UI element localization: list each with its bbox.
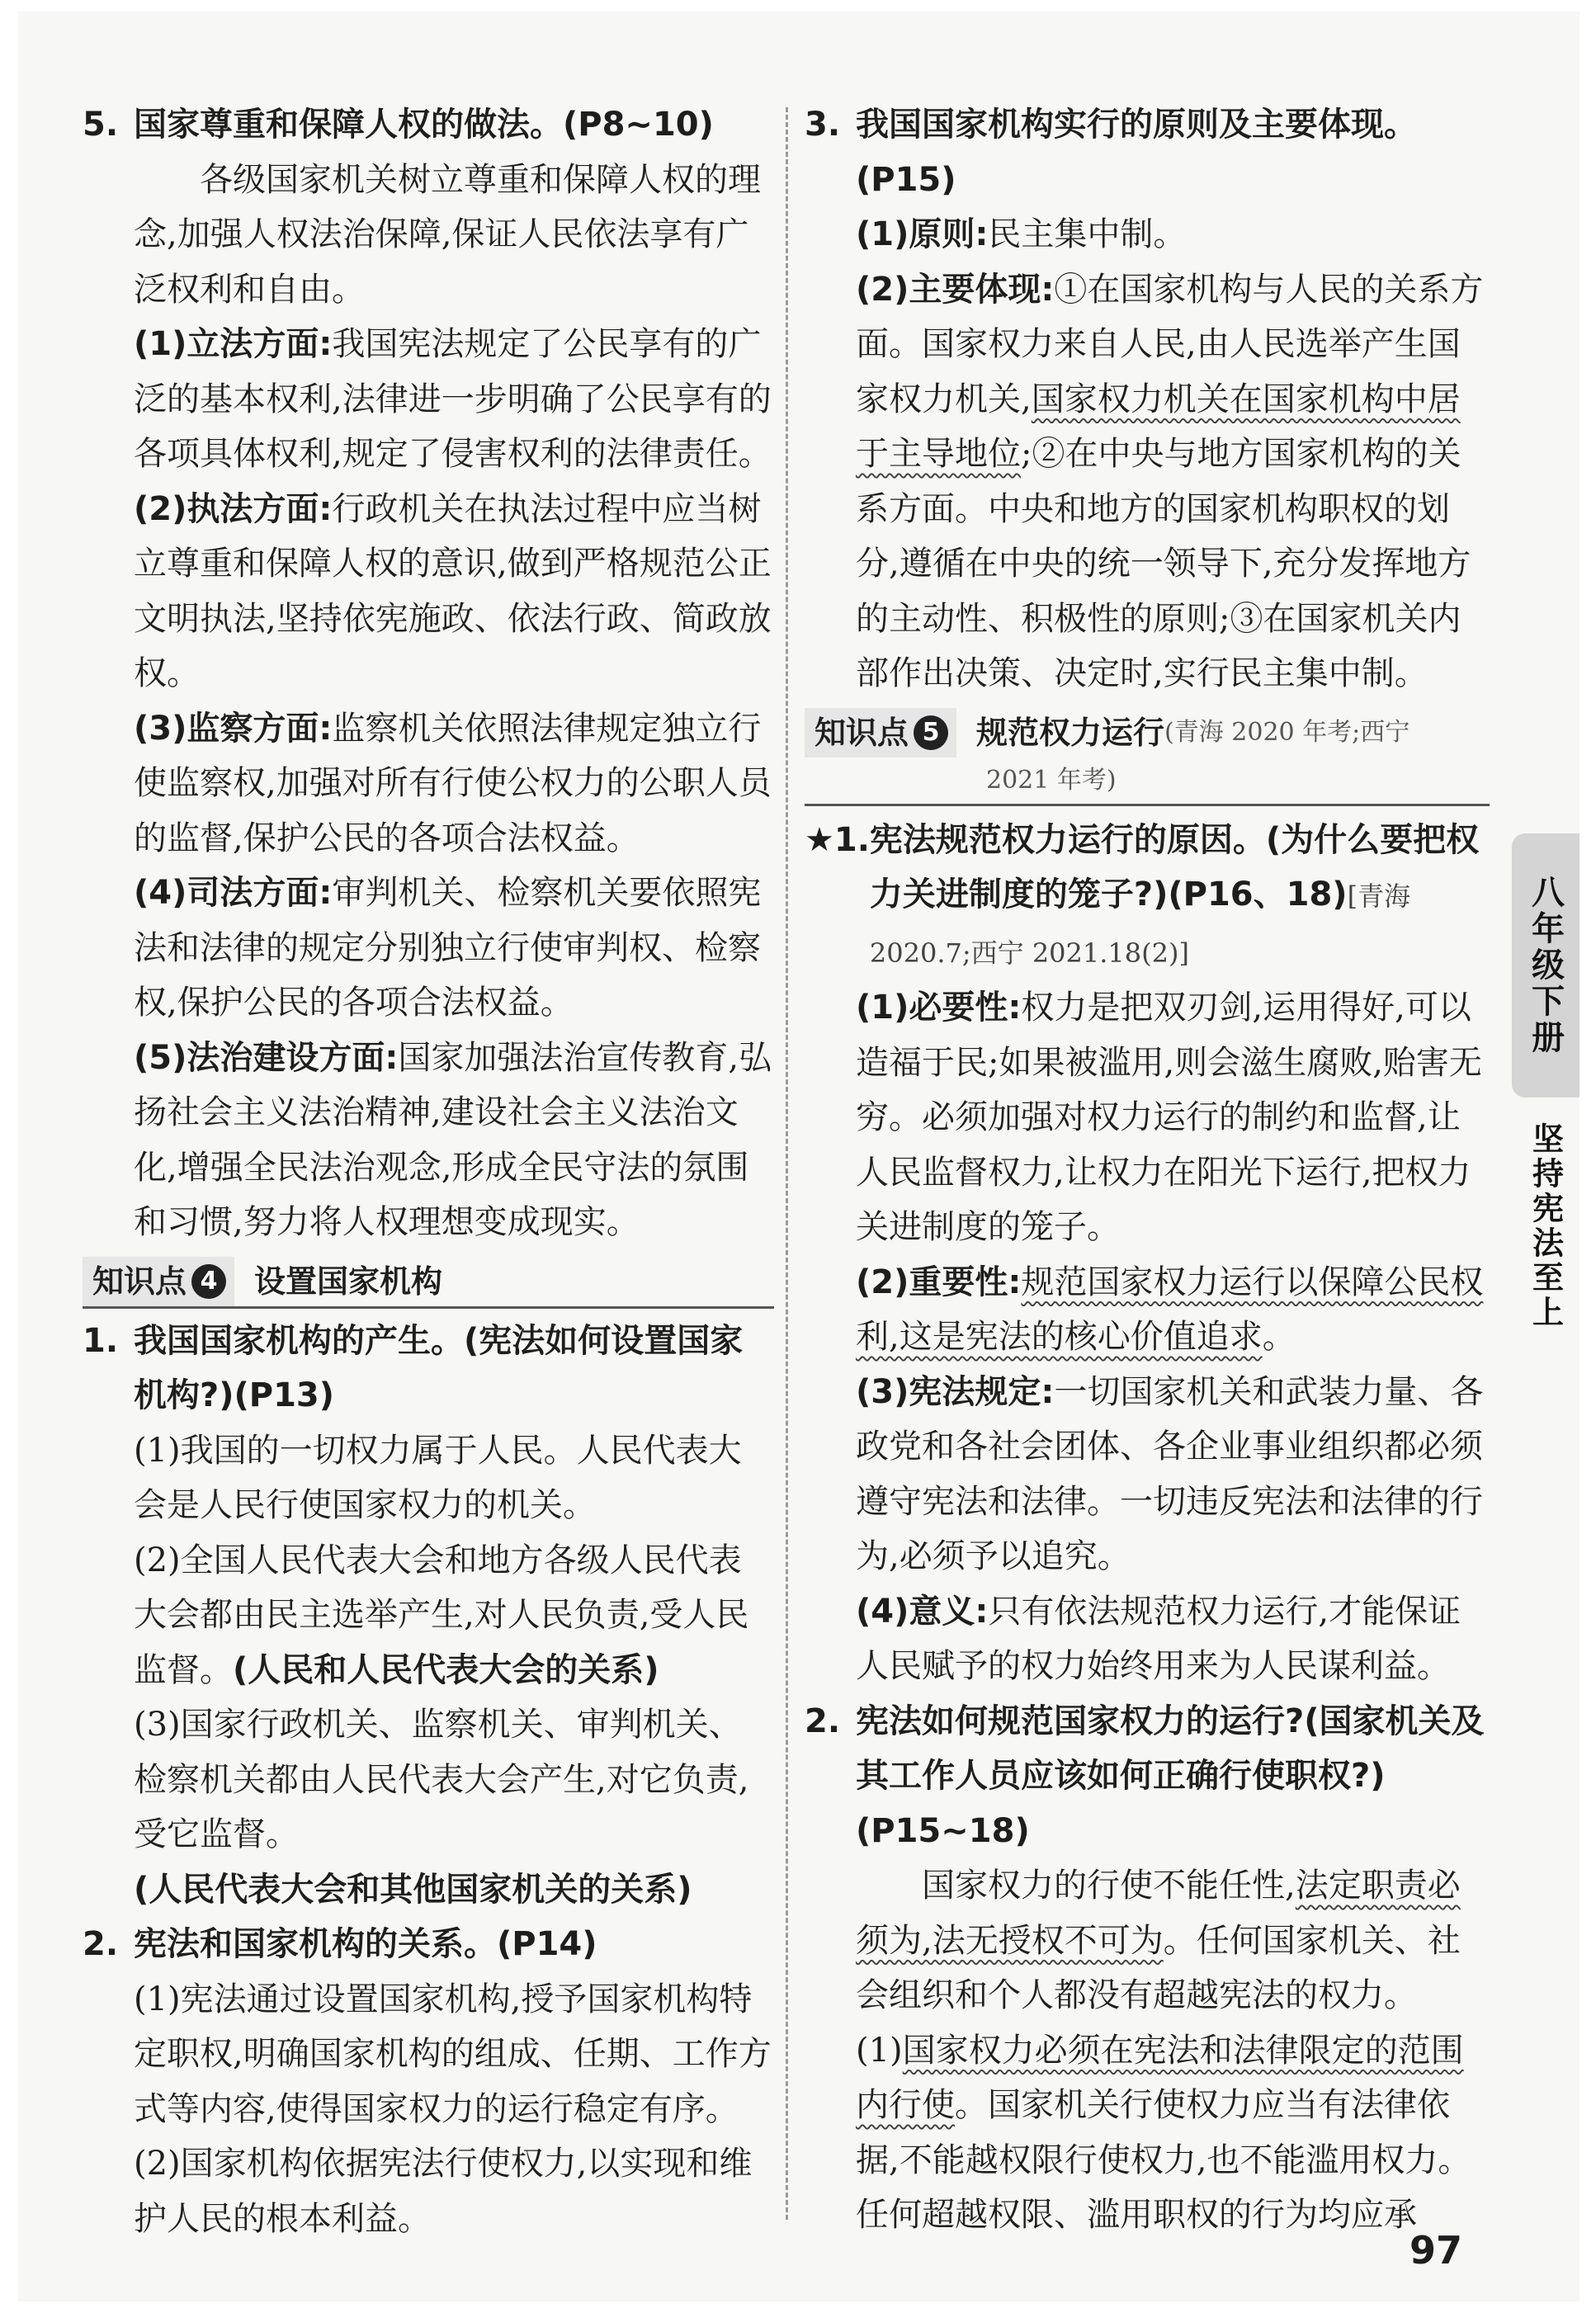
paragraph	[805, 1584, 1490, 1694]
question-2-left	[83, 1917, 774, 1972]
paragraph	[805, 980, 1490, 1255]
paragraph: 各级国家机关树立尊重和保障人权的理念,加强人权法治保障,保证人民依法享有广泛权利和自由。	[134, 160, 761, 309]
column-divider	[786, 107, 788, 2220]
underlined-text: 法定职责必须为,法无授权不可为	[856, 1867, 1461, 1960]
item-text: 一切国家机关和武装力量、各政党和各社会团体、各企业事业组织都必须遵守宪法和法律。一切违反宪法和法律的行为,必须予以追究。	[856, 1372, 1484, 1575]
paragraph	[805, 1255, 1490, 1365]
paragraph	[83, 1533, 774, 1698]
list-item	[83, 482, 774, 701]
item-head: (2)重要性:	[856, 1263, 1022, 1301]
item-head: (1)立法方面:	[134, 325, 333, 363]
list-item	[83, 317, 774, 482]
paragraph-text: (2)全国人民代表大会和地方各级人民代表大会都由民主选举产生,对人民负责,受人民监督。	[134, 1541, 749, 1689]
paragraph	[805, 207, 1490, 262]
question-number: 5.	[83, 106, 119, 144]
paragraph	[805, 2023, 1490, 2243]
question-1-right	[805, 813, 1490, 981]
knowledge-point-label	[805, 708, 956, 758]
item-head: (3)监察方面:	[134, 709, 333, 748]
question-title: 我国国家机构的产生。(宪法如何设置国家机构?)(P13)	[134, 1321, 744, 1414]
item-head: (2)主要体现:	[856, 270, 1055, 309]
item-text: 。	[1262, 1318, 1296, 1356]
chapter-label-text: 坚持宪法至上	[1527, 1122, 1564, 1330]
question-number: 1.	[83, 1321, 119, 1360]
exam-source-continued: 2021 年考)	[805, 758, 1490, 806]
item-text: 国家加强法治宣传教育,弘扬社会主义法治精神,建设社会主义法治文化,增强全民法治观念,形成全民守法的氛围和习惯,努力将人权理想变成现实。	[134, 1038, 772, 1241]
paragraph	[805, 1365, 1490, 1584]
item-text: 民主集中制。	[988, 215, 1187, 253]
question-number: 3.	[805, 106, 841, 144]
question-title	[870, 813, 1490, 981]
relation-note: (人民代表大会和其他国家机关的关系)	[134, 1870, 692, 1909]
underlined-text: 国家权力必须在宪法和法律限定的范围内行使	[856, 2031, 1464, 2124]
paragraph-text: 国家权力的行使不能任性,	[922, 1867, 1296, 1905]
item-text: ①在国家机构与人民的关系方面。国家权力来自人民,由人民选举产生国家权力机关,	[856, 270, 1484, 418]
grade-tab-label: 八年级下册	[1526, 875, 1565, 1056]
item-head: (4)司法方面:	[134, 874, 333, 912]
question-title: 宪法如何规范国家权力的运行?(国家机关及其工作人员应该如何正确行使职权?)(P15~18)	[856, 1702, 1485, 1850]
item-text: 行政机关在执法过程中应当树立尊重和保障人权的意识,做到严格规范公正文明执法,坚持依宪施政、依法行政、简政放权。	[134, 489, 772, 692]
item-text: 权力是把双刃剑,运用得好,可以造福于民;如果被滥用,则会滋生腐败,贻害无穷。必须加强对权力运行的制约和监督,让人民监督权力,让权力在阳光下运行,把权力关进制度的笼子。	[856, 989, 1482, 1246]
question-title: 宪法和国家机构的关系。(P14)	[134, 1925, 597, 1963]
chapter-side-label	[1520, 1122, 1571, 1330]
paragraph: (1)宪法通过设置国家机构,授予国家机构特定职权,明确国家机构的组成、任期、工作方式等内容,使得国家权力的运行稳定有序。	[134, 1980, 772, 2128]
item-text: 我国宪法规定了公民享有的广泛的基本权利,法律进一步明确了公民享有的各项具体权利,规定了侵害权利的法律责任。	[134, 325, 772, 473]
question-title-text: 宪法规范权力运行的原因。(为什么要把权力关进制度的笼子?)(P16、18)	[869, 820, 1480, 913]
item-text: ;②在中央与地方国家机构的关系方面。中央和地方的国家机构职权的划分,遵循在中央的统一领导下,充分发挥地方的主动性、积极性的原则;③在国家机关内部作出决策、决定时,实行民主集中制。	[856, 435, 1471, 692]
question-title: 国家尊重和保障人权的做法。(P8~10)	[134, 106, 714, 144]
page-number: 97	[1409, 2228, 1463, 2273]
paragraph: (2)国家机构依据宪法行使权力,以实现和维护人民的根本利益。	[134, 2145, 753, 2238]
knowledge-point-title: 规范权力运行	[976, 714, 1165, 751]
knowledge-point-title: 设置国家机构	[254, 1263, 443, 1300]
kp-number-badge: 4	[191, 1264, 226, 1299]
question-number: 2.	[83, 1925, 119, 1963]
question-number: ★1.	[805, 820, 870, 859]
item-text: 只有依法规范权力运行,才能保证人民赋予的权力始终用来为人民谋利益。	[856, 1592, 1461, 1685]
paragraph: (1)我国的一切权力属于人民。人民代表大会是人民行使国家权力的机关。	[134, 1431, 742, 1524]
exam-source: [青海 2020.7;西宁 2021.18(2)]	[869, 880, 1411, 969]
list-item	[83, 701, 774, 866]
knowledge-point-header-4	[83, 1257, 774, 1309]
item-head: (5)法治建设方面:	[134, 1038, 399, 1077]
knowledge-point-label	[83, 1257, 234, 1306]
list-item	[83, 1031, 774, 1250]
item-head: (1)原则:	[856, 215, 989, 253]
item-head: (4)意义:	[856, 1592, 989, 1631]
knowledge-point-header-5	[805, 708, 1490, 758]
kp-label-text: 知识点	[92, 1263, 187, 1300]
paragraph: (3)国家行政机关、监察机关、审判机关、检察机关都由人民代表大会产生,对它负责,受它监督。	[134, 1706, 749, 1853]
right-column	[805, 97, 1490, 2243]
paragraph	[805, 1858, 1490, 2023]
item-text: 审判机关、检察机关要依照宪法和法律的规定分别独立行使审判权、检察权,保护公民的各项合法权益。	[134, 874, 762, 1022]
grade-side-tab	[1512, 833, 1579, 1097]
item-head: (2)执法方面:	[134, 489, 333, 528]
question-number: 2.	[805, 1702, 841, 1740]
kp-label-text: 知识点	[815, 714, 909, 751]
underlined-text: 国家权力机关在国家机构中居于主导地位	[856, 380, 1461, 473]
item-text: 。国家机关行使权力应当有法律依据,不能越权限行使权力,也不能滥用权力。任何超越权限、滥用职权的行为均应承	[856, 2086, 1471, 2234]
relation-note: (人民和人民代表大会的关系)	[233, 1650, 659, 1689]
underlined-text: 规范国家权力运行以保障公民权利,这是宪法的核心价值追求	[856, 1263, 1484, 1356]
item-head: (1)	[856, 2031, 903, 2070]
paragraph	[805, 262, 1490, 701]
question-5-left	[83, 97, 774, 153]
item-text: 监察机关依照法律规定独立行使监察权,加强对所有行使公权力的公职人员的监督,保护公民的各项合法权益。	[134, 709, 772, 857]
question-1-left	[83, 1314, 774, 1423]
question-2-right	[805, 1694, 1490, 1859]
item-head: (3)宪法规定:	[856, 1372, 1055, 1411]
kp-number-badge: 5	[914, 715, 948, 750]
item-head: (1)必要性:	[856, 989, 1022, 1027]
exam-source: (青海 2020 年考;西宁	[1164, 717, 1410, 747]
paragraph-text: 。任何国家机关、社会组织和个人都没有超越宪法的权力。	[856, 1921, 1461, 2014]
list-item	[83, 866, 774, 1031]
left-column	[83, 97, 774, 2246]
question-3-right	[805, 97, 1490, 207]
question-title: 我国国家机构实行的原则及主要体现。(P15)	[856, 106, 1417, 199]
